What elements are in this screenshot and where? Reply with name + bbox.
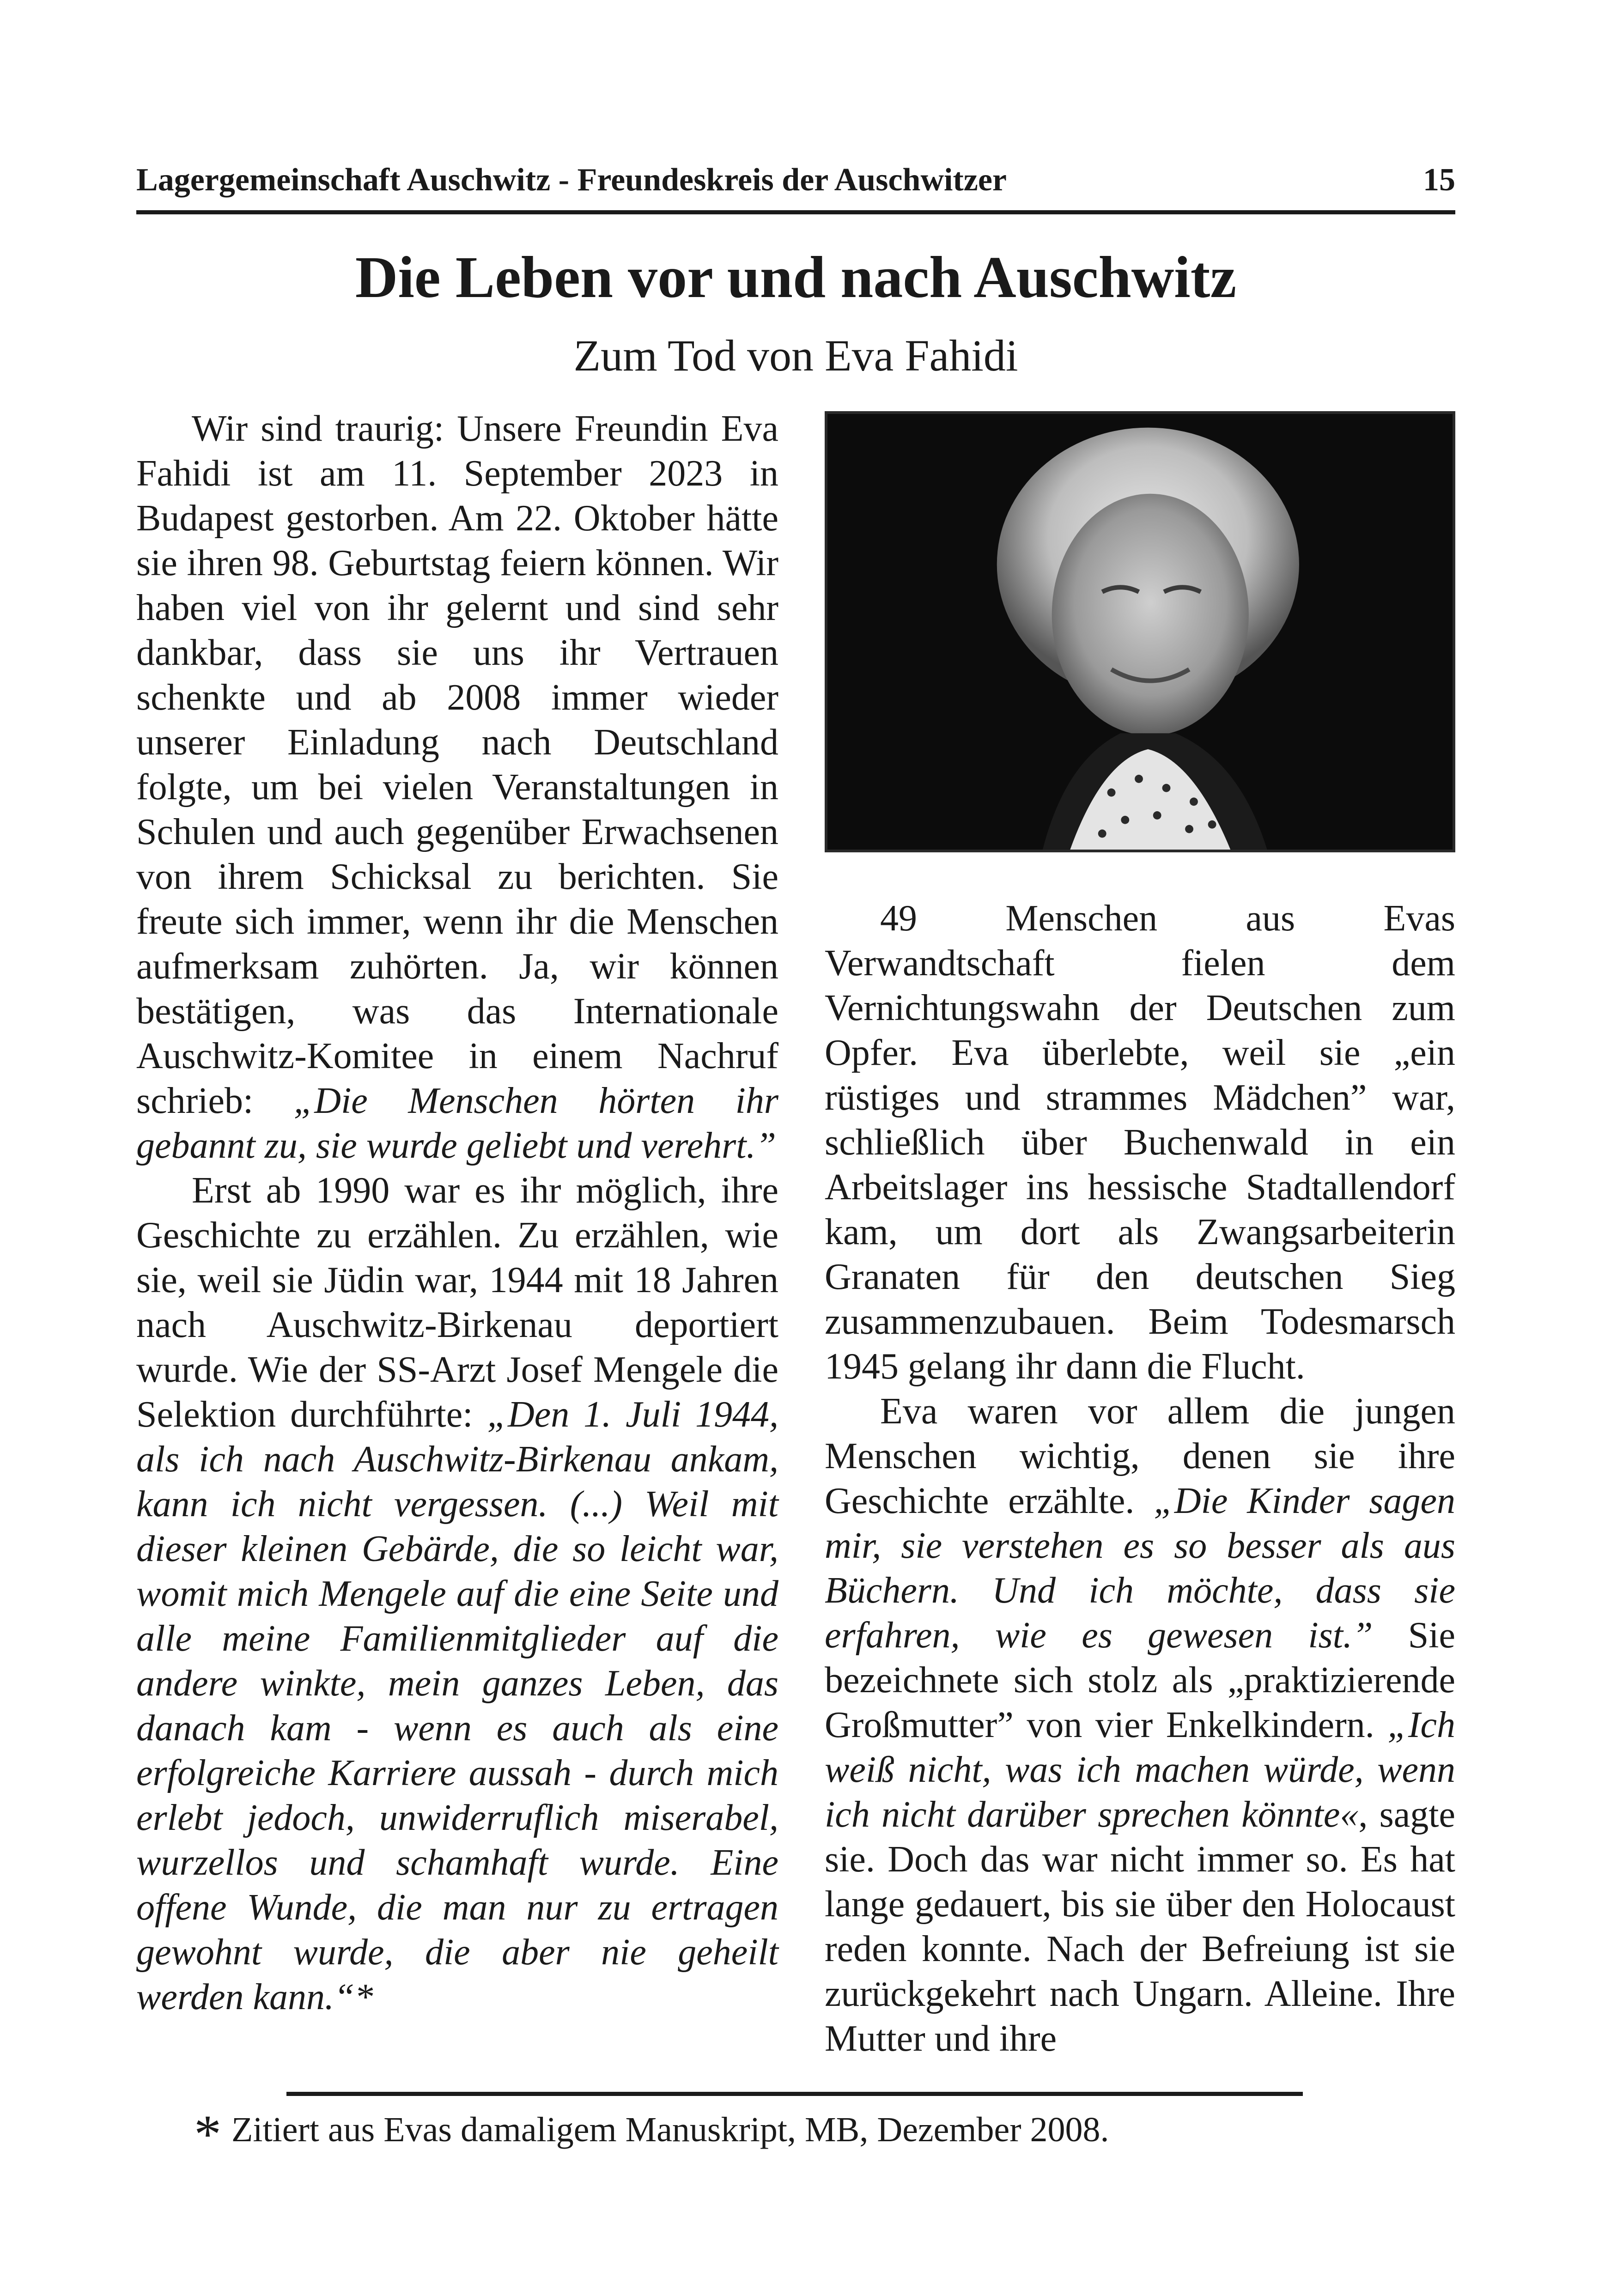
paragraph-family: 49 Menschen aus Evas Verwandtschaft fielen dem Vernichtungswahn der Deutschen zum Opfer. Eva überlebte, weil sie „ein rüstiges und strammes Mädchen” war, schließlich über Buchenwald in ein Arbeitslager ins hessische Stadtallendorf kam, um dort als Zwangsarbeiterin Granaten für den deutschen Sieg zusammenzubauen. Beim Todesmarsch 1945 gelang ihr dann die Flucht. [825, 898, 1455, 1387]
committee-quote: „Die Menschen hörten ihr gebannt zu, sie wurde geliebt und verehrt.” [136, 1081, 778, 1166]
portrait-photo [825, 411, 1455, 852]
mengele-quote: „Den 1. Juli 1944, als ich nach Auschwitz-Birkenau ankam, kann ich nicht vergessen. (...) Weil mit dieser kleinen Gebärde, die so leicht war, womit mich Mengele auf die eine Seite und alle meine Familienmitglieder auf die andere winkte, mein ganzes Leben, das danach kam - wenn es auch als eine erfolgreiche Karriere aussah - durch mich erlebt jedoch, unwiderruflich miserabel, wurzellos und schamhaft wurde. Eine offene Wunde, die man nur zu ertragen gewohnt wurde, die aber nie geheilt werden kann.“* [136, 1394, 778, 2017]
footnote-text: Zitiert aus Evas damaligem Manuskript, MB, Dezember 2008. [231, 2110, 1109, 2149]
paragraph-young-people-text-b: Sie bezeichnete sich stolz als „praktizierende Großmutter” von vier Enkelkindern. [825, 1615, 1455, 1745]
left-column [136, 407, 778, 2020]
paragraph-young-people [825, 1389, 1455, 2061]
footnote-divider [286, 2092, 1303, 2096]
header-divider [136, 210, 1455, 214]
paragraph-young-people-text-c: , sagte sie. Doch das war nicht immer so. Es hat lange gedauert, bis sie über den Holocaust reden konnte. Nach der Befreiung ist sie zurückgekehrt nach Ungarn. Alleine. Ihre Mutter und ihre [825, 1794, 1455, 2059]
paragraph-testimony-text: Erst ab 1990 war es ihr möglich, ihre Geschichte zu erzählen. Zu erzählen, wie sie, weil sie Jüdin war, 1944 mit 18 Jahren nach Auschwitz-Birkenau deportiert wurde. Wie der SS-Arzt Josef Mengele die Selektion durchführte: [136, 1170, 778, 1435]
paragraph-intro-text: Wir sind traurig: Unsere Freundin Eva Fahidi ist am 11. September 2023 in Budapest gestorben. Am 22. Oktober hätte sie ihren 98. Geburtstag feiern können. Wir haben viel von ihr gelernt und sind sehr dankbar, dass sie uns ihr Vertrauen schenkte und ab 2008 immer wieder unserer Einladung nach Deutschland folgte, um bei vielen Veranstaltungen in Schulen und auch gegenüber Erwachsenen von ihrem Schicksal zu berichten. Sie freute sich immer, wenn ihr die Menschen aufmerksam zuhörten. Ja, wir können bestätigen, was das Internationale Auschwitz-Komitee in einem Nachruf schrieb: [136, 408, 778, 1121]
portrait-image [827, 414, 1453, 850]
footnote-marker: * [194, 2104, 221, 2164]
article-subtitle: Zum Tod von Eva Fahidi [573, 331, 1018, 380]
speaking-quote: „Ich weiß nicht, was ich machen würde, wenn ich nicht darüber sprechen könnte« [825, 1705, 1455, 1835]
paragraph-intro [136, 407, 778, 1168]
paragraph-young-people-text-a: Eva waren vor allem die jungen Menschen wichtig, denen sie ihre Geschichte erzählte. [825, 1391, 1455, 1521]
paragraph-testimony [136, 1168, 778, 2020]
article-title: Die Leben vor und nach Auschwitz [355, 244, 1237, 310]
right-column [825, 896, 1455, 2061]
children-quote: „Die Kinder sagen mir, sie verstehen es so besser als aus Büchern. Und ich möchte, dass sie erfahren, wie es gewesen ist.” [825, 1481, 1455, 1656]
footnote [194, 2104, 1455, 2164]
publication-name: Lagergemeinschaft Auschwitz - Freundeskreis der Auschwitzer [136, 162, 1007, 198]
page-number: 15 [1423, 162, 1455, 198]
